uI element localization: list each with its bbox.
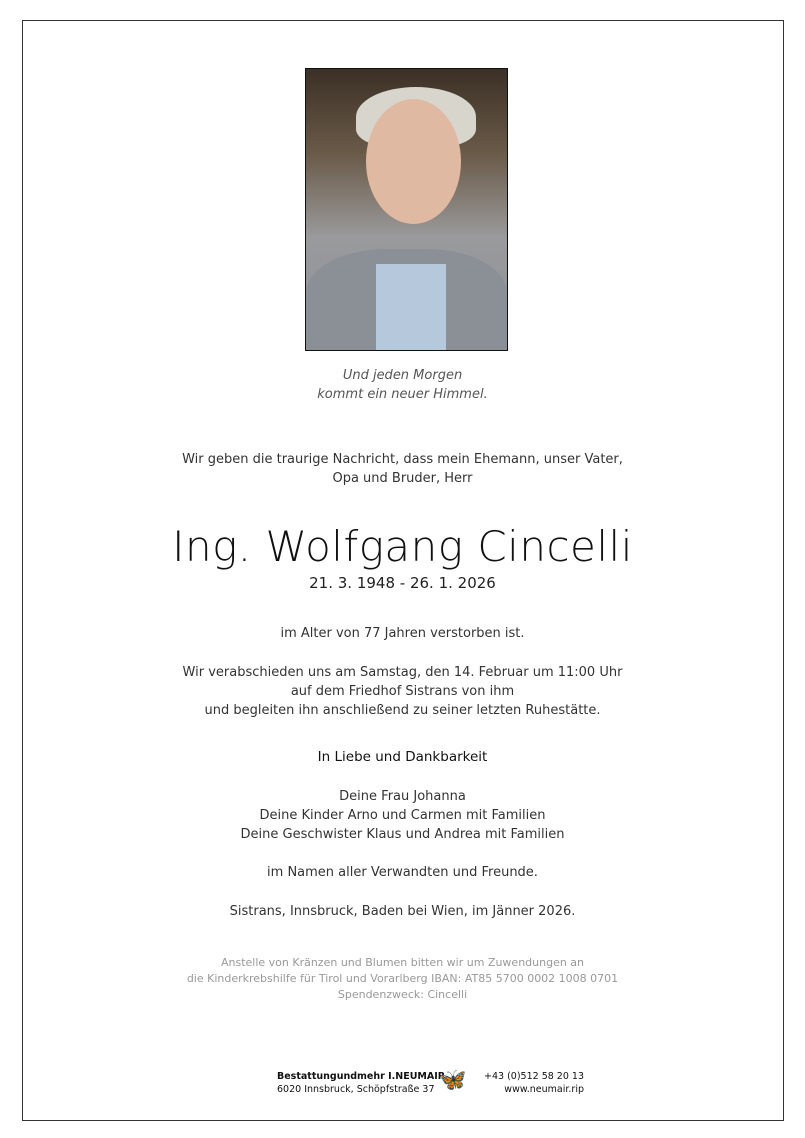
company-address: 6020 Innsbruck, Schöpfstraße 37 (277, 1084, 435, 1095)
age-text: im Alter von 77 Jahren verstorben ist. (280, 626, 525, 641)
closing: In Liebe und Dankbarkeit (317, 749, 488, 765)
place-date: Sistrans, Innsbruck, Baden bei Wien, im Jänner 2026. (229, 904, 576, 919)
company-website[interactable]: www.neumair.rip (504, 1084, 584, 1095)
footer-company (277, 1070, 445, 1096)
deceased-name: Ing. Wolfgang Cincelli (172, 522, 633, 571)
intro-line: Opa und Bruder, Herr (332, 471, 473, 486)
quote-line: Und jeden Morgen (342, 368, 463, 383)
funeral-line: Wir verabschieden uns am Samstag, den 14. Februar um 11:00 Uhr (182, 665, 623, 680)
quote-line: kommt ein neuer Himmel. (317, 387, 488, 402)
donation-line: Spendenzweck: Cincelli (337, 988, 468, 1001)
company-name: Bestattungundmehr I.NEUMAIR (277, 1071, 446, 1082)
company-phone: +43 (0)512 58 20 13 (484, 1071, 584, 1082)
butterfly-icon: 🦋 (439, 1068, 467, 1093)
relatives: im Namen aller Verwandten und Freunde. (267, 865, 538, 880)
life-dates: 21. 3. 1948 - 26. 1. 2026 (309, 574, 496, 592)
intro-line: Wir geben die traurige Nachricht, dass mein Ehemann, unser Vater, (182, 452, 623, 467)
quote (0, 366, 805, 404)
intro (0, 450, 805, 488)
family-line: Deine Frau Johanna (339, 789, 466, 804)
donation-note (0, 955, 805, 1003)
footer-contact (482, 1070, 584, 1096)
funeral-line: auf dem Friedhof Sistrans von ihm (290, 684, 515, 699)
family-line: Deine Kinder Arno und Carmen mit Familien (259, 808, 546, 823)
family (0, 787, 805, 844)
portrait-photo (305, 68, 508, 351)
funeral-info (0, 663, 805, 720)
donation-line: Anstelle von Kränzen und Blumen bitten wir um Zuwendungen an (220, 956, 585, 969)
funeral-line: und begleiten ihn anschließend zu seiner letzten Ruhestätte. (204, 703, 601, 718)
donation-line: die Kinderkrebshilfe für Tirol und Vorarlberg IBAN: AT85 5700 0002 1008 0701 (186, 972, 619, 985)
family-line: Deine Geschwister Klaus und Andrea mit Familien (240, 827, 565, 842)
